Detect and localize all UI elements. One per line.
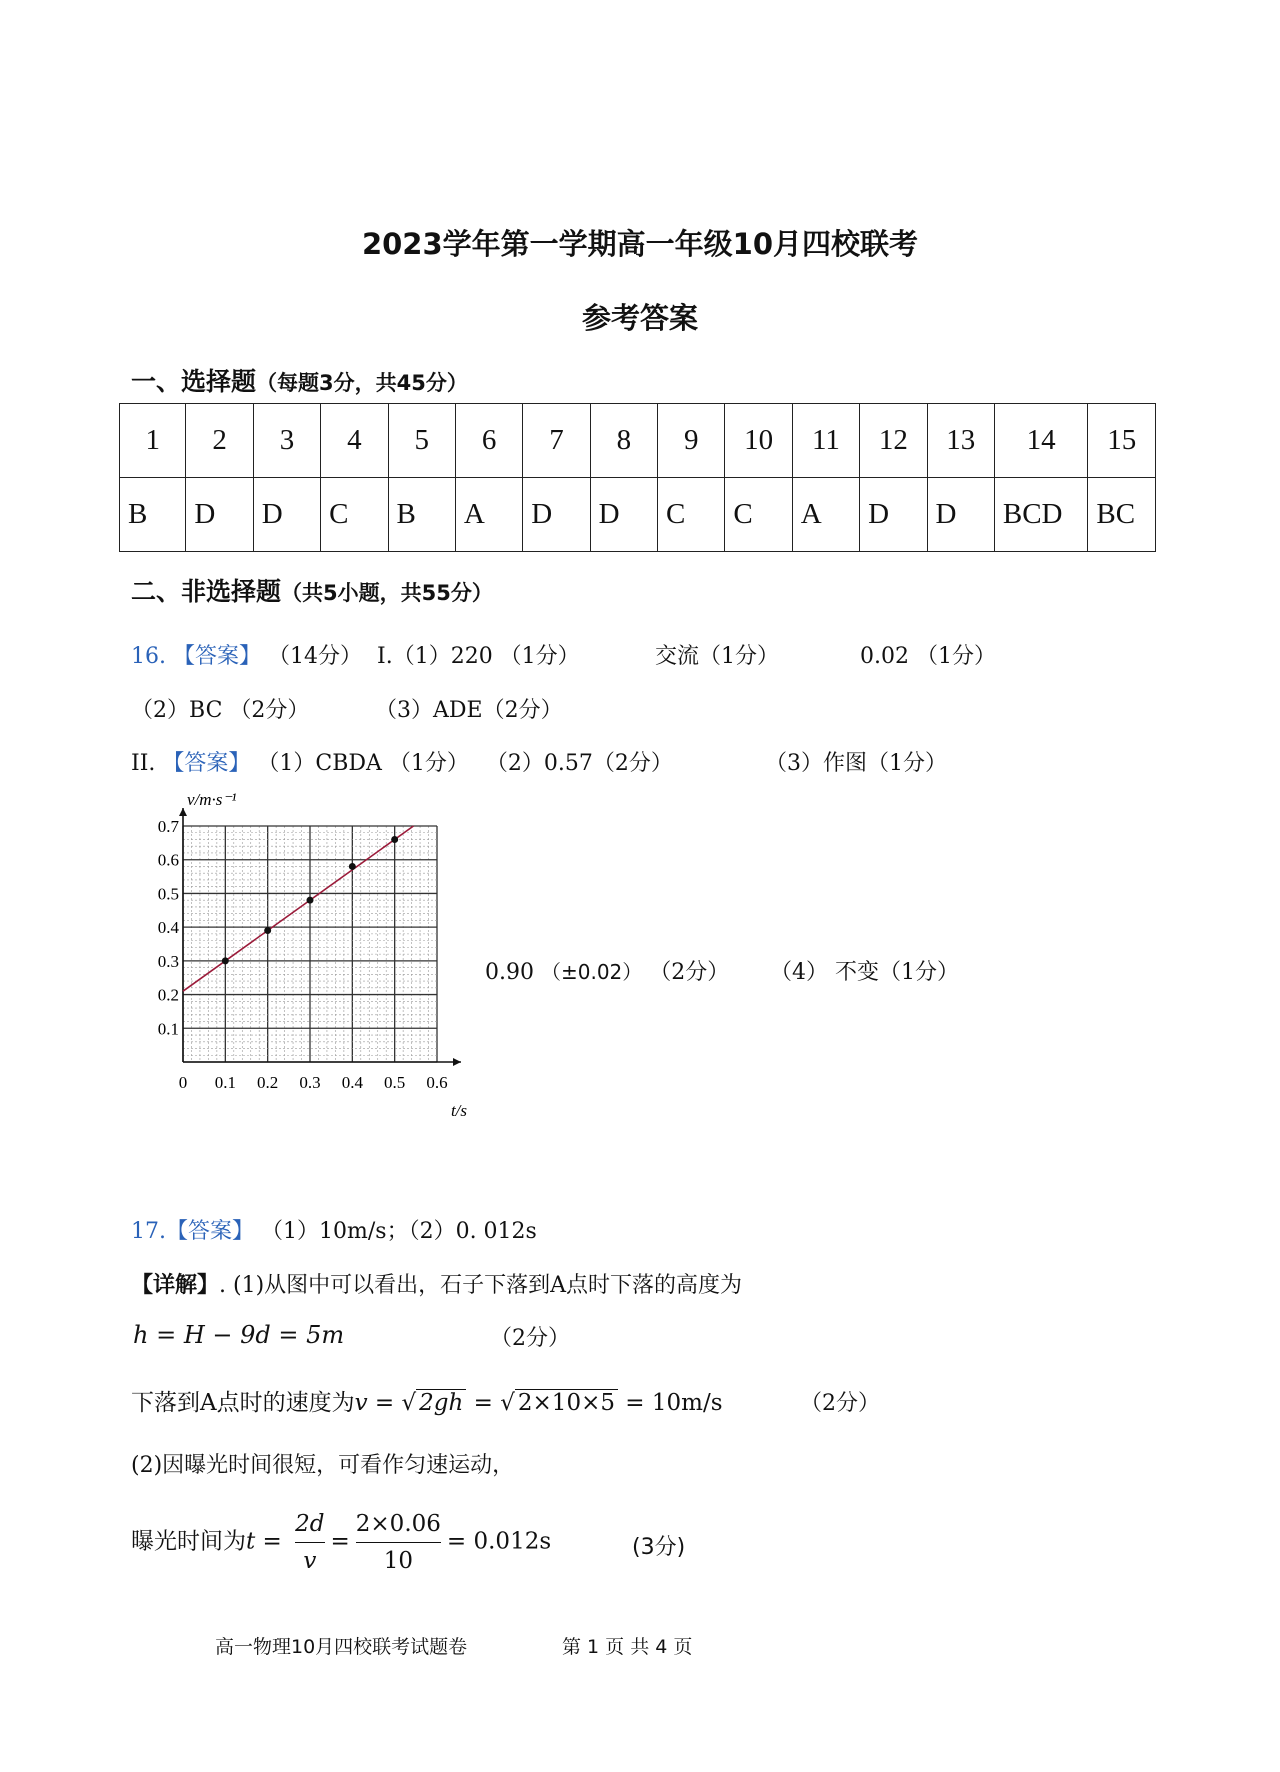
page-subtitle: 参考答案 (581, 301, 698, 335)
q16-part2-line (131, 746, 673, 777)
answer-cell: A (455, 478, 522, 552)
data-point (391, 836, 398, 843)
q16-part4: （4） 不变（1分） (770, 960, 959, 985)
y-axis-label: v/m·s⁻¹ (187, 790, 237, 809)
q17-eq3-result: = 0.012s (446, 1528, 552, 1555)
q17-eq1: h = H − 9d = 5m (133, 1321, 345, 1349)
fit-line (183, 826, 413, 991)
question-number-cell: 10 (725, 404, 792, 478)
data-point (307, 897, 314, 904)
chart-grid (183, 826, 437, 1062)
question-number-cell: 8 (590, 404, 657, 478)
q17-eq2-score: （2分） (800, 1391, 880, 1416)
answer-cell: A (792, 478, 859, 552)
page-title: 2023学年第一学期高一年级10月四校联考 (361, 227, 919, 261)
answer-cell: C (321, 478, 388, 552)
question-number-cell: 1 (120, 404, 186, 478)
question-number-cell: 9 (658, 404, 725, 478)
q16-slope-value: 0.90 (485, 960, 541, 985)
q17-fraction-1 (295, 1506, 324, 1579)
q17-eq3-score: (3分) (632, 1535, 686, 1560)
q17-fraction-2 (356, 1506, 441, 1579)
section1-heading (131, 362, 468, 398)
q17-frac2-numerator: 2×0.06 (356, 1506, 441, 1543)
y-tick-label: 0.1 (157, 1019, 179, 1039)
q17-eq2-eq: = (466, 1390, 501, 1416)
x-tick-label: 0.5 (384, 1073, 406, 1092)
q17-eq3-line: 曝光时间为t = $\frac{2d}{v}$ = $\frac{2\times 0.06}{10}$ = 0.012s (131, 1506, 551, 1579)
question-number-cell: 15 (1088, 404, 1156, 478)
q16-part2b: （2）0.57（2分） (485, 751, 673, 776)
q16-period: 0.02 （1分） (860, 644, 996, 669)
x-tick-label: 0.2 (257, 1073, 279, 1092)
q17-frac2-denominator: 10 (383, 1548, 413, 1574)
data-point (264, 927, 271, 934)
q17-eq2-prefix: 下落到A点时的速度为 (131, 1390, 355, 1416)
q16-line2b: （3）ADE（2分） (375, 698, 563, 723)
q17-answer-tag: 【答案】 (166, 1219, 255, 1244)
q17-eq3-prefix: 曝光时间为 (131, 1528, 246, 1555)
x-tick-label: 0.3 (299, 1073, 321, 1092)
q17-frac1-numerator: 2d (295, 1506, 324, 1543)
q16-line1 (131, 639, 580, 670)
y-tick-label: 0.6 (157, 850, 179, 870)
section2-note: （共5小题，共55分） (281, 581, 493, 605)
answer-cell: D (186, 478, 253, 552)
answer-cell: D (253, 478, 320, 552)
q16-number: 16. (131, 644, 166, 669)
y-tick-label: 0.5 (157, 884, 179, 904)
question-number-cell: 4 (321, 404, 388, 478)
y-tick-label: 0.4 (157, 918, 179, 938)
question-number-cell: 3 (253, 404, 320, 478)
answer-cell: B (120, 478, 186, 552)
q17-eq2-root1: 2gh (416, 1389, 466, 1416)
question-number-cell: 13 (927, 404, 994, 478)
question-number-cell: 5 (388, 404, 455, 478)
q17-detail-text: . (1)从图中可以看出，石子下落到A点时下落的高度为 (219, 1273, 743, 1298)
answer-cell: C (725, 478, 792, 552)
y-tick-label: 0.7 (157, 817, 179, 836)
footer-right: 第 1 页 共 4 页 (562, 1636, 693, 1658)
x-tick-label: 0 (178, 1073, 188, 1092)
question-number-cell: 2 (186, 404, 253, 478)
q16-part2a: （1）CBDA （1分） (257, 751, 469, 776)
answer-cell: C (658, 478, 725, 552)
answer-cell: D (927, 478, 994, 552)
question-number-cell: 14 (994, 404, 1088, 478)
q16-slope-tol: （±0.02） (540, 960, 643, 984)
question-number-cell: 6 (455, 404, 522, 478)
question-number-row (120, 404, 1156, 478)
answer-cell: BC (1088, 478, 1156, 552)
q16-slope-score: （2分） (649, 960, 730, 985)
x-tick-label: 0.6 (426, 1073, 448, 1092)
section1-title: 一、选择题 (131, 367, 257, 396)
q16-slope-line (485, 955, 729, 986)
q17-frac1-denominator: v (303, 1548, 317, 1574)
q17-eq2-root2: 2×10×5 (515, 1389, 618, 1416)
y-tick-label: 0.2 (157, 985, 179, 1005)
q17-eq2-line: 下落到A点时的速度为v = √ 2gh = √ 2×10×5 = 10m/s (131, 1390, 723, 1416)
q17-answer: （1）10m/s；（2）0. 012s (261, 1219, 537, 1244)
answer-table (119, 403, 1156, 552)
chart-fit-line (183, 826, 413, 991)
q17-line1 (131, 1214, 537, 1245)
answer-cell: D (523, 478, 590, 552)
answer-cell: D (860, 478, 927, 552)
q16-ac: 交流（1分） (655, 644, 779, 669)
data-point (222, 957, 229, 964)
q17-detail-line (131, 1268, 742, 1299)
answer-cell: BCD (994, 478, 1088, 552)
question-number-cell: 7 (523, 404, 590, 478)
x-tick-label: 0.4 (341, 1073, 363, 1092)
chart-axes (179, 808, 461, 1066)
q16-part2-tag: 【答案】 (162, 751, 251, 776)
q17-detail-tag: 【详解】 (131, 1272, 220, 1298)
q17-eq2-v: v = (354, 1390, 402, 1416)
x-tick-label: 0.1 (214, 1073, 236, 1092)
answer-row (120, 478, 1156, 552)
footer-left: 高一物理10月四校联考试题卷 (215, 1636, 468, 1658)
chart-ticks (158, 817, 448, 1092)
section2-heading (131, 572, 493, 608)
section2-title: 二、非选择题 (131, 577, 282, 606)
q17-line-b: (2)因曝光时间很短，可看作匀速运动， (131, 1453, 515, 1478)
q17-eq1-score: （2分） (490, 1326, 570, 1351)
q16-score: （14分） (268, 644, 363, 669)
q17-number: 17. (131, 1219, 166, 1244)
vt-graph (135, 790, 475, 1140)
question-number-cell: 11 (792, 404, 859, 478)
q16-line2a: （2）BC （2分） (131, 698, 310, 723)
question-number-cell: 12 (860, 404, 927, 478)
data-point (349, 863, 356, 870)
q17-eq3-t: t = (246, 1528, 290, 1555)
x-axis-arrow (453, 1058, 461, 1066)
section1-note: （每题3分，共45分） (256, 371, 468, 395)
q16-part1: I.（1）220 （1分） (377, 644, 580, 669)
x-axis-label: t/s (450, 1101, 467, 1120)
y-tick-label: 0.3 (157, 951, 179, 971)
answer-cell: D (590, 478, 657, 552)
y-axis-arrow (179, 808, 187, 816)
q16-part2c: （3）作图（1分） (765, 751, 947, 776)
q16-answer-tag: 【答案】 (173, 644, 262, 669)
answer-cell: B (388, 478, 455, 552)
q17-eq2-result: = 10m/s (617, 1390, 723, 1416)
q16-part2-label: II. (131, 751, 156, 776)
